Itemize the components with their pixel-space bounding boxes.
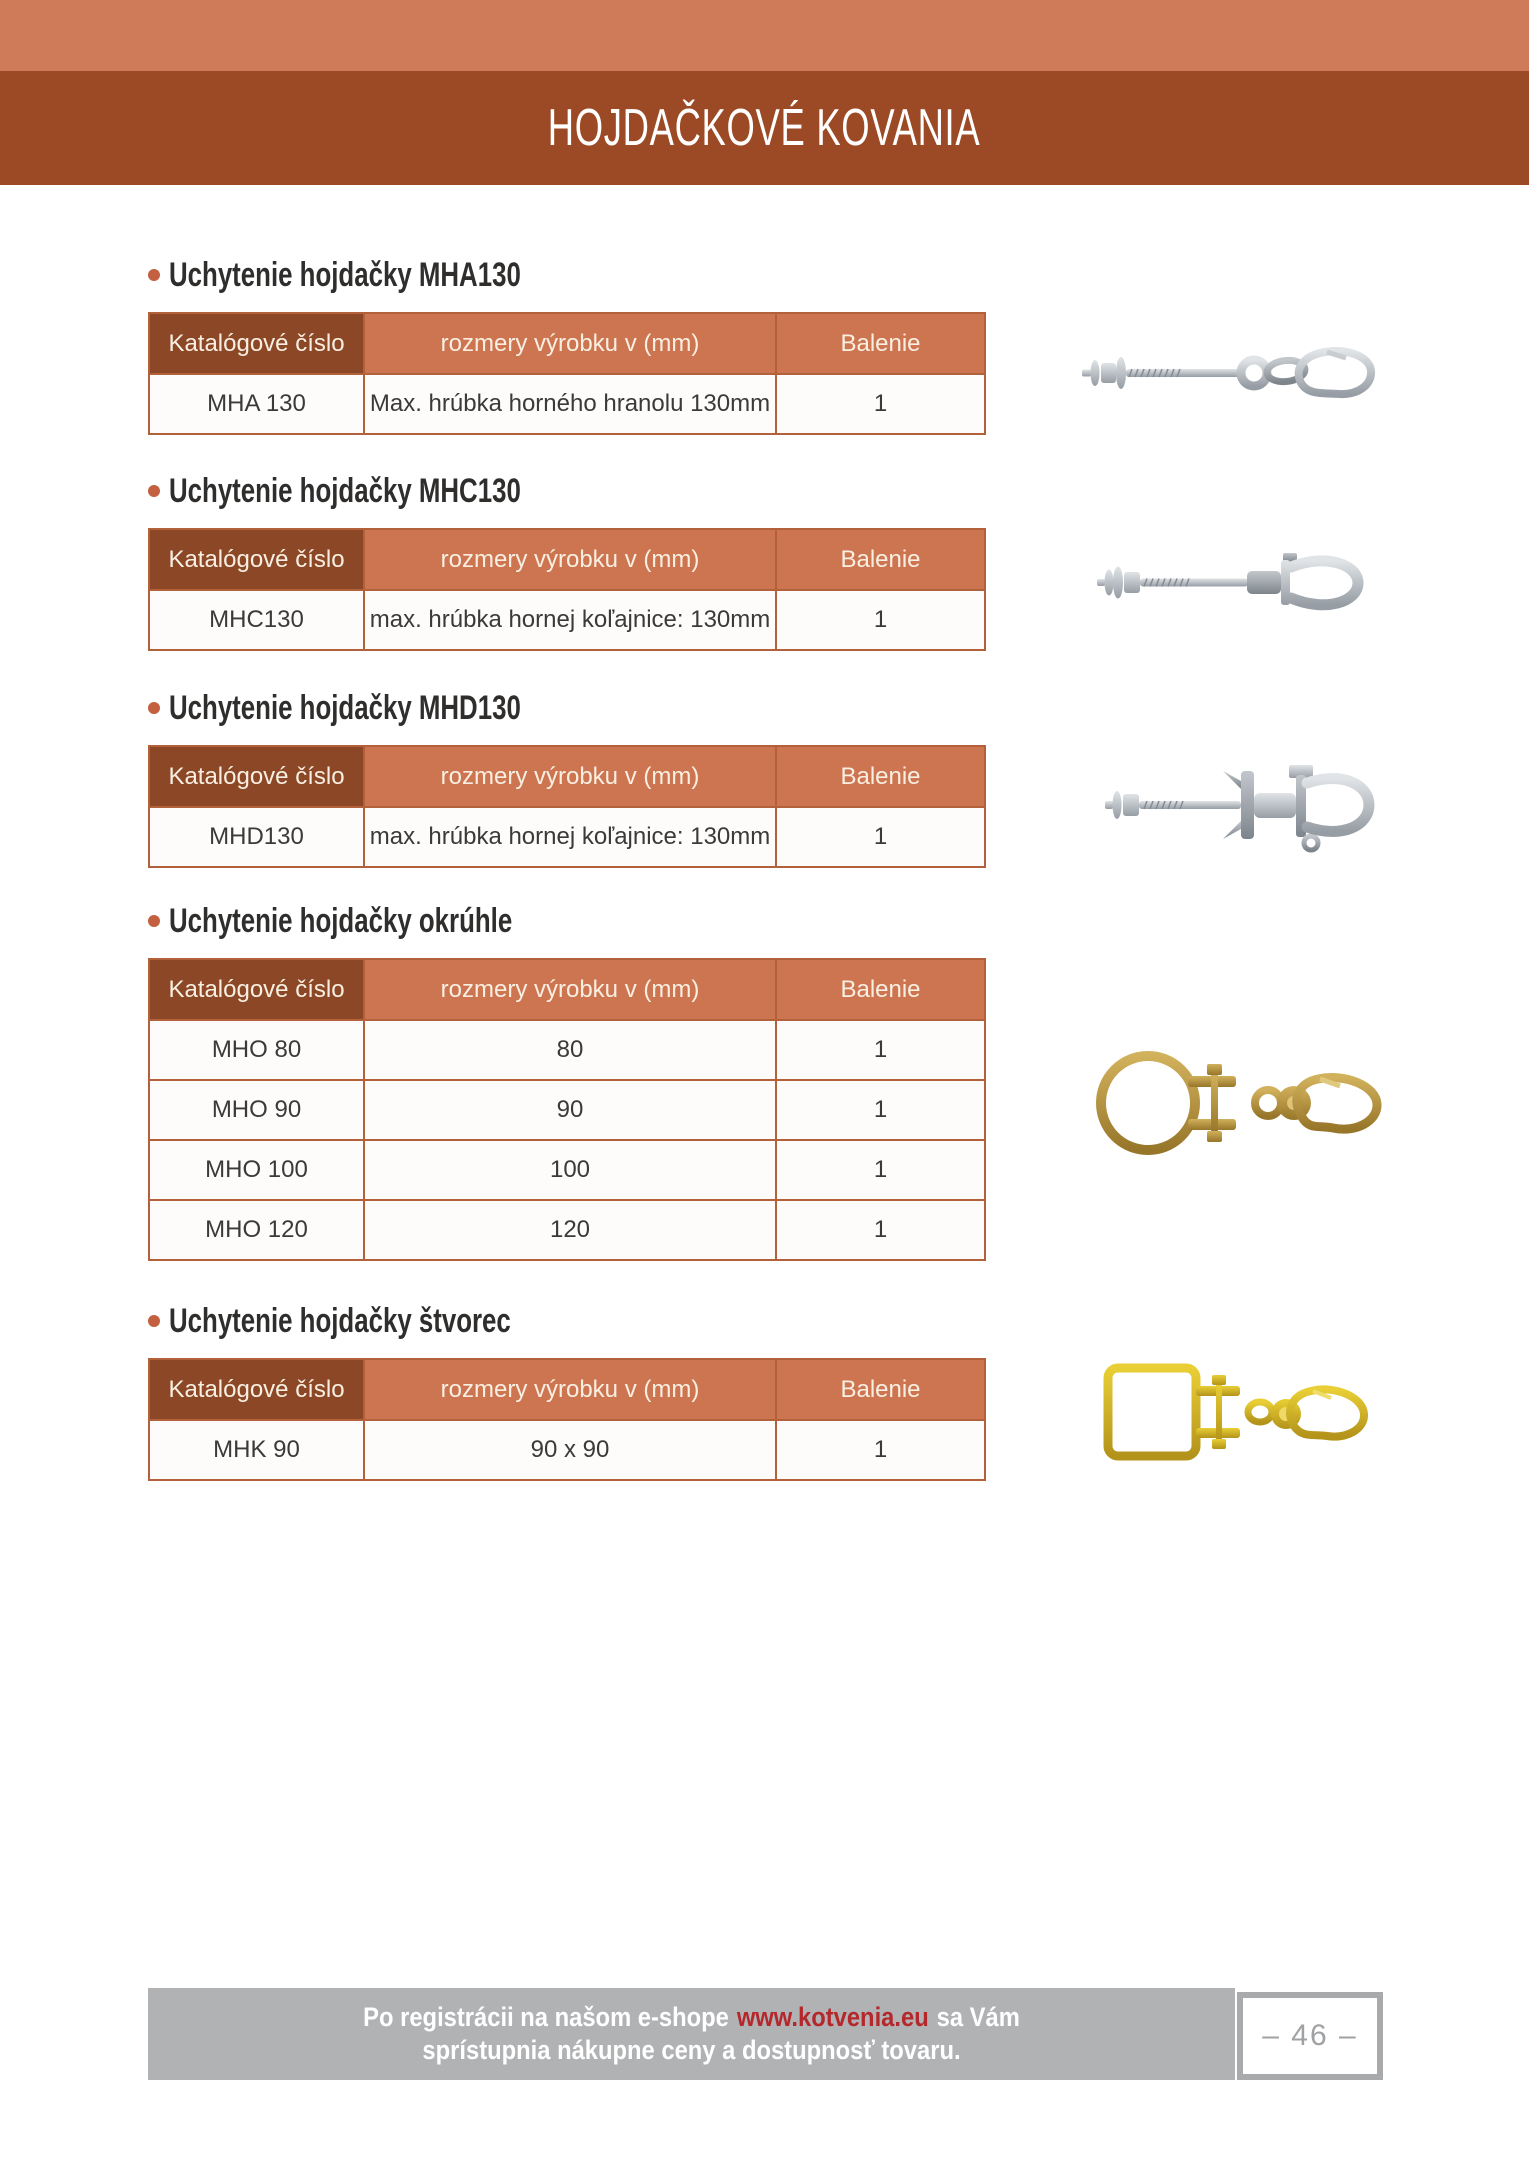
col-header-catalog-number: Katalógové číslo	[149, 1359, 364, 1420]
cell-catalog-number: MHO 100	[149, 1140, 364, 1200]
table-header-row	[149, 746, 985, 807]
cell-dimensions: max. hrúbka hornej koľajnice: 130mm	[364, 807, 776, 867]
table-row	[149, 1080, 985, 1140]
col-header-packaging: Balenie	[776, 529, 985, 590]
cell-packaging: 1	[776, 1200, 985, 1260]
col-header-catalog-number: Katalógové číslo	[149, 529, 364, 590]
cell-packaging: 1	[776, 807, 985, 867]
section-mhc130	[148, 472, 978, 651]
table-row	[149, 1140, 985, 1200]
section-title-text: Uchytenie hojdačky okrúhle	[169, 901, 513, 940]
footer-text-before-link: Po registrácii na našom e-shope	[363, 2002, 729, 2032]
footer-line-2: sprístupnia nákupne ceny a dostupnosť tovaru.	[422, 2035, 961, 2065]
product-image-mhd130-plate-bolt-shackle-icon	[1103, 755, 1390, 855]
section-title	[148, 902, 978, 940]
cell-dimensions: 100	[364, 1140, 776, 1200]
cell-packaging: 1	[776, 1140, 985, 1200]
cell-catalog-number: MHC130	[149, 590, 364, 650]
bullet-icon	[148, 915, 160, 927]
bullet-icon	[148, 269, 160, 281]
table-row	[149, 590, 985, 650]
cell-packaging: 1	[776, 374, 985, 434]
products-table	[148, 1358, 986, 1481]
footer-text-after-link: sa Vám	[936, 2002, 1020, 2032]
section-title	[148, 689, 978, 727]
cell-dimensions: 90 x 90	[364, 1420, 776, 1480]
section-stvorec	[148, 1302, 978, 1481]
col-header-packaging: Balenie	[776, 313, 985, 374]
table-row	[149, 1420, 985, 1480]
cell-packaging: 1	[776, 1020, 985, 1080]
table-header-row	[149, 313, 985, 374]
col-header-packaging: Balenie	[776, 959, 985, 1020]
col-header-dimensions: rozmery výrobku v (mm)	[364, 746, 776, 807]
table-header-row	[149, 1359, 985, 1420]
cell-catalog-number: MHA 130	[149, 374, 364, 434]
section-mha130	[148, 256, 978, 435]
bullet-icon	[148, 485, 160, 497]
cell-catalog-number: MHD130	[149, 807, 364, 867]
col-header-dimensions: rozmery výrobku v (mm)	[364, 529, 776, 590]
cell-dimensions: max. hrúbka hornej koľajnice: 130mm	[364, 590, 776, 650]
cell-dimensions: 80	[364, 1020, 776, 1080]
table-row	[149, 374, 985, 434]
bullet-icon	[148, 1315, 160, 1327]
section-title	[148, 256, 978, 294]
product-image-mho-round-clamp-snap-hook-icon	[1088, 1042, 1398, 1164]
footer-website-link[interactable]: www.kotvenia.eu	[736, 2002, 929, 2032]
products-table	[148, 958, 986, 1261]
col-header-dimensions: rozmery výrobku v (mm)	[364, 959, 776, 1020]
cell-dimensions: 90	[364, 1080, 776, 1140]
col-header-catalog-number: Katalógové číslo	[149, 313, 364, 374]
section-okruhle	[148, 902, 978, 1261]
title-band	[0, 71, 1529, 185]
col-header-catalog-number: Katalógové číslo	[149, 746, 364, 807]
footer-note-bar	[148, 1988, 1235, 2080]
cell-catalog-number: MHO 120	[149, 1200, 364, 1260]
top-accent-bar	[0, 0, 1529, 71]
section-title-text: Uchytenie hojdačky MHC130	[169, 471, 521, 510]
product-image-mha130-eye-bolt-carabiner-icon	[1080, 338, 1380, 408]
cell-packaging: 1	[776, 590, 985, 650]
products-table	[148, 745, 986, 868]
col-header-packaging: Balenie	[776, 746, 985, 807]
table-row	[149, 807, 985, 867]
col-header-packaging: Balenie	[776, 1359, 985, 1420]
bullet-icon	[148, 702, 160, 714]
section-title	[148, 472, 978, 510]
table-header-row	[149, 959, 985, 1020]
page-number-box	[1237, 1992, 1383, 2080]
footer-line-1	[213, 2002, 1170, 2033]
page-number: – 46 –	[1262, 2019, 1358, 2052]
section-mhd130	[148, 689, 978, 868]
products-table	[148, 528, 986, 651]
cell-catalog-number: MHO 90	[149, 1080, 364, 1140]
section-title-text: Uchytenie hojdačky MHD130	[169, 688, 521, 727]
col-header-dimensions: rozmery výrobku v (mm)	[364, 313, 776, 374]
cell-catalog-number: MHK 90	[149, 1420, 364, 1480]
cell-packaging: 1	[776, 1080, 985, 1140]
section-title-text: Uchytenie hojdačky štvorec	[169, 1301, 511, 1340]
page-title: HOJDAČKOVÉ KOVANIA	[548, 99, 981, 157]
section-title	[148, 1302, 978, 1340]
section-title-text: Uchytenie hojdačky MHA130	[169, 255, 521, 294]
table-header-row	[149, 529, 985, 590]
products-table	[148, 312, 986, 435]
col-header-dimensions: rozmery výrobku v (mm)	[364, 1359, 776, 1420]
product-image-mhc130-bolt-shackle-icon	[1095, 545, 1380, 620]
cell-dimensions: Max. hrúbka horného hranolu 130mm	[364, 374, 776, 434]
product-image-mhk-square-clamp-snap-hook-icon	[1100, 1358, 1383, 1464]
col-header-catalog-number: Katalógové číslo	[149, 959, 364, 1020]
table-row	[149, 1200, 985, 1260]
cell-catalog-number: MHO 80	[149, 1020, 364, 1080]
table-row	[149, 1020, 985, 1080]
cell-dimensions: 120	[364, 1200, 776, 1260]
cell-packaging: 1	[776, 1420, 985, 1480]
